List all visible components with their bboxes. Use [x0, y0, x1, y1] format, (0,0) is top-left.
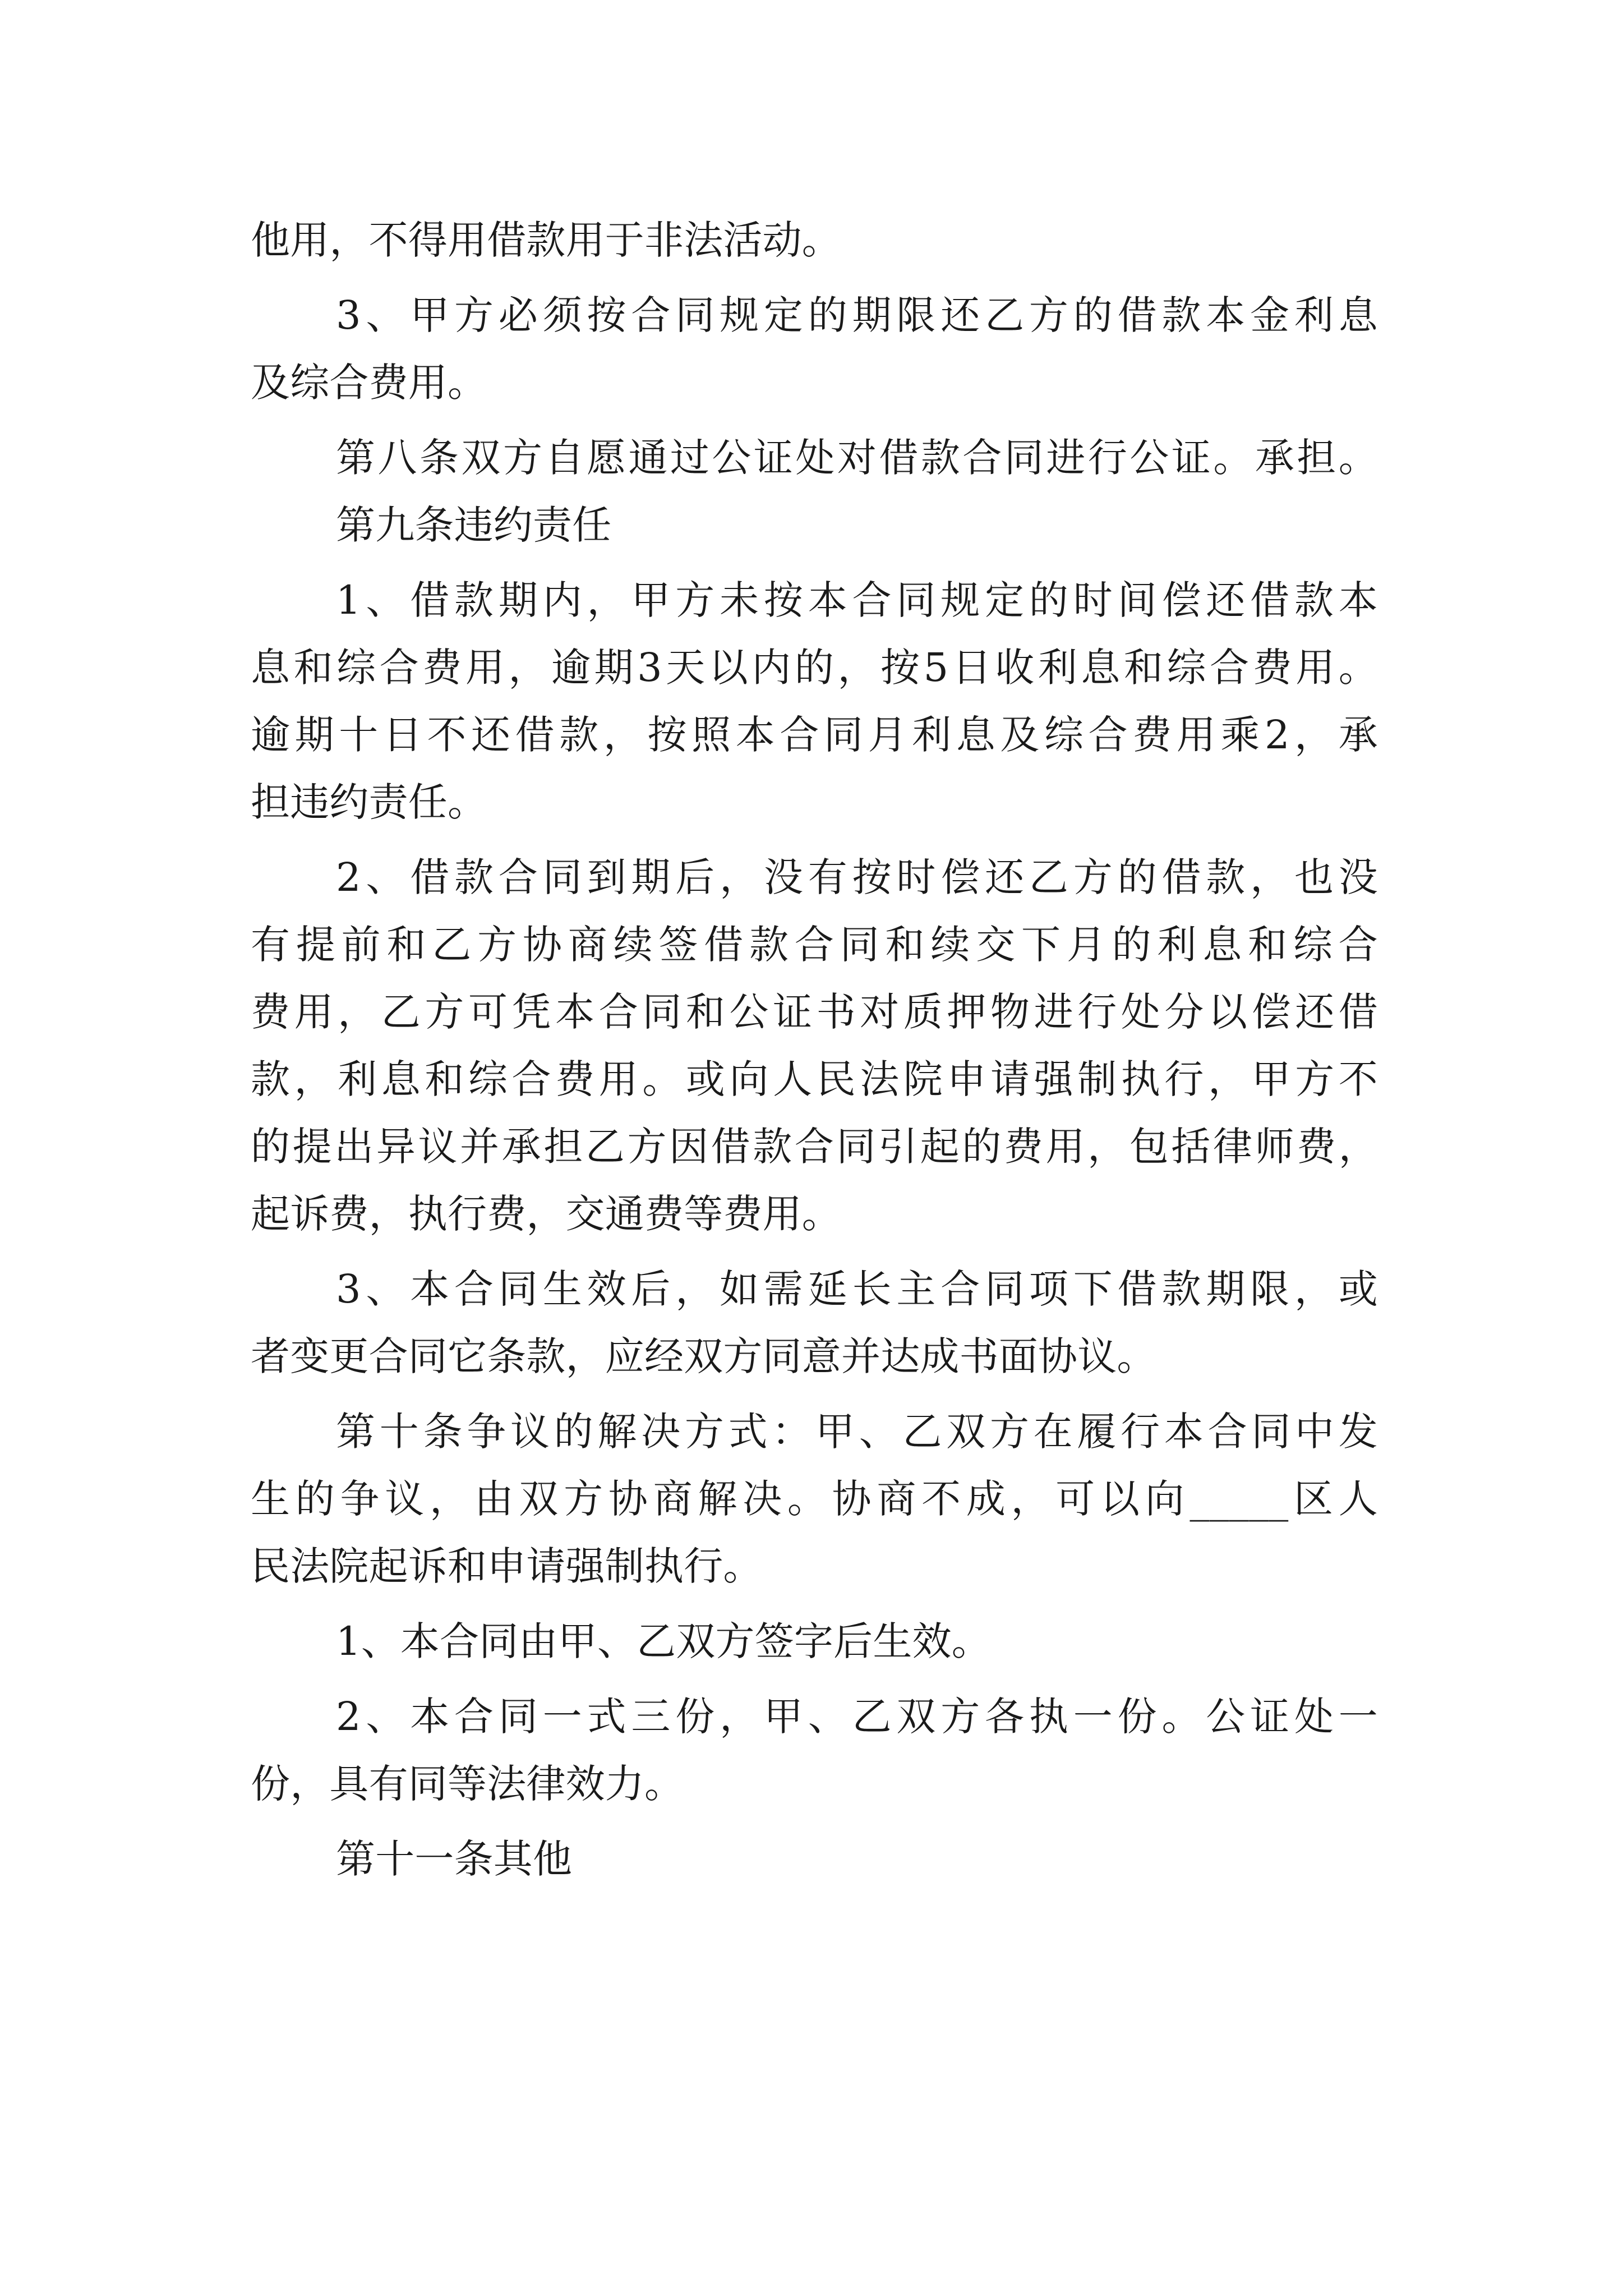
text-line: 生的争议，由双方协商解决。协商不成，可以向_____区人	[251, 1476, 1378, 1522]
document-page	[251, 206, 1378, 1893]
text-line: 担违约责任。	[251, 779, 487, 825]
text-line: 逾期十日不还借款，按照本合同月利息及综合费用乘2，承	[251, 712, 1378, 758]
text-line: 息和综合费用，逾期3天以内的，按5日收利息和综合费用。	[251, 645, 1378, 691]
text-line: 款，利息和综合费用。或向人民法院申请强制执行，甲方不	[251, 1056, 1378, 1102]
text-line: 3、本合同生效后，如需延长主合同项下借款期限，或	[336, 1266, 1378, 1312]
text-line: 第九条违约责任	[336, 502, 612, 548]
text-line: 份，具有同等法律效力。	[251, 1761, 684, 1807]
text-line: 2、借款合同到期后，没有按时偿还乙方的借款，也没	[336, 854, 1378, 900]
text-line: 民法院起诉和申请强制执行。	[251, 1543, 763, 1589]
text-line: 1、借款期内，甲方未按本合同规定的时间偿还借款本	[336, 577, 1378, 623]
text-line: 第十一条其他	[336, 1836, 573, 1882]
text-line: 有提前和乙方协商续签借款合同和续交下月的利息和综合	[251, 922, 1378, 968]
text-line: 他用，不得用借款用于非法活动。	[251, 217, 841, 263]
text-line: 1、本合同由甲、乙双方签字后生效。	[336, 1618, 991, 1664]
text-line: 的提出异议并承担乙方因借款合同引起的费用，包括律师费，	[251, 1124, 1378, 1170]
text-line: 第十条争议的解决方式：甲、乙双方在履行本合同中发	[336, 1409, 1378, 1455]
text-line: 3、甲方必须按合同规定的期限还乙方的借款本金利息	[336, 292, 1378, 338]
text-line: 2、本合同一式三份，甲、乙双方各执一份。公证处一	[336, 1694, 1378, 1740]
text-line: 费用，乙方可凭本合同和公证书对质押物进行处分以偿还借	[251, 989, 1378, 1035]
text-line: 起诉费，执行费，交通费等费用。	[251, 1191, 841, 1237]
text-line: 者变更合同它条款，应经双方同意并达成书面协议。	[251, 1333, 1156, 1379]
text-line: 第八条双方自愿通过公证处对借款合同进行公证。承担。	[336, 435, 1378, 481]
text-line: 及综合费用。	[251, 360, 487, 406]
